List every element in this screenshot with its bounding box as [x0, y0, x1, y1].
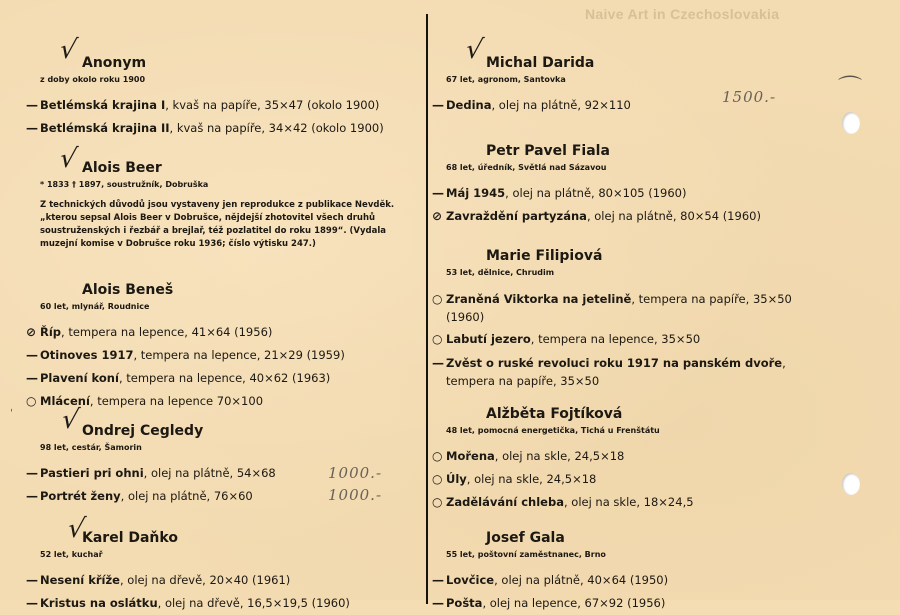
- checkmark-icon: √: [57, 35, 80, 65]
- works-list: [432, 569, 669, 615]
- punch-hole: [842, 473, 860, 495]
- work-details: , olej na skle, 24,5⨯18: [466, 472, 597, 486]
- work-item: [26, 569, 350, 592]
- work-item: [432, 94, 631, 117]
- work-title: Dedina: [446, 98, 492, 112]
- work-title: Mlácení: [40, 394, 90, 408]
- works-list: [26, 569, 350, 615]
- work-details: , olej na plátně, 80⨯105 (1960): [505, 186, 687, 200]
- work-item: [432, 468, 694, 491]
- annotation-mark: ○: [432, 472, 443, 486]
- checkmark-icon: √: [57, 144, 80, 174]
- annotation-mark: ○: [432, 449, 443, 463]
- handwritten-price: 1000.-: [328, 486, 383, 504]
- artist-meta: * 1833 † 1897, soustružník, Dobruška: [40, 180, 209, 189]
- artist-name: Karel Daňko: [82, 530, 178, 546]
- artist-name: Petr Pavel Fiala: [486, 143, 610, 159]
- artist-meta: 48 let, pomocná energetička, Tichá u Frenštátu: [446, 426, 660, 435]
- work-item: [432, 351, 826, 392]
- artist-entry-filipiova: [432, 248, 826, 392]
- work-details: , olej na plátně, 40⨯64 (1950): [494, 573, 669, 587]
- column-divider: [426, 14, 428, 604]
- works-list: [432, 182, 761, 228]
- annotation-mark: —: [26, 466, 38, 480]
- work-item: [432, 182, 761, 205]
- works-list: [432, 287, 826, 392]
- work-item: [432, 592, 668, 615]
- annotation-mark: —: [26, 489, 38, 503]
- checkmark-icon: √: [463, 35, 486, 65]
- work-details: , olej na skle, 24,5⨯18: [494, 449, 625, 463]
- work-title: Zavraždění partyzána: [446, 209, 587, 223]
- work-details: , tempera na lepence, 40⨯62 (1963): [118, 371, 331, 385]
- artist-entry-fiala: [432, 143, 761, 228]
- annotation-mark: —: [26, 348, 38, 362]
- annotation-mark: —: [26, 573, 38, 587]
- work-details: , olej na lepence, 67⨯92 (1956): [482, 596, 666, 610]
- work-item: [26, 117, 384, 140]
- work-details: , olej na dřevě, 20⨯40 (1961): [119, 573, 291, 587]
- checkmark-icon: √: [65, 514, 88, 544]
- work-title: Máj 1945: [446, 186, 506, 200]
- works-list: [26, 462, 383, 508]
- annotation-mark: —: [26, 121, 38, 135]
- annotation-mark: ⊘: [26, 325, 37, 339]
- works-list: [26, 94, 384, 140]
- artist-name: Josef Gala: [486, 530, 565, 546]
- work-item: [432, 445, 694, 468]
- work-details: , olej na plátně, 54⨯68: [143, 466, 276, 480]
- artist-entry-cegledy: [26, 405, 383, 508]
- pencil-stroke: ⌒: [838, 74, 862, 102]
- works-list: [432, 88, 777, 117]
- artist-entry-gala: [432, 530, 669, 615]
- work-details: , kvaš na papíře, 35⨯47 (okolo 1900): [165, 98, 380, 112]
- work-title: Lovčice: [446, 573, 495, 587]
- work-details: , olej na plátně, 92⨯110: [491, 98, 631, 112]
- handwritten-price: 1500.-: [722, 88, 777, 106]
- work-title: Mořena: [446, 449, 495, 463]
- artist-meta: 53 let, dělnice, Chrudim: [446, 268, 555, 277]
- artist-meta: 98 let, cestár, Šamorin: [40, 443, 142, 452]
- artist-name: Marie Filipiová: [486, 248, 603, 264]
- work-item: [26, 94, 384, 117]
- work-title: Plavení koní: [40, 371, 119, 385]
- artist-entry-anonym: [26, 35, 384, 140]
- annotation-mark: ⊘: [432, 209, 443, 223]
- work-item: [432, 287, 826, 328]
- artist-name: Ondrej Cegledy: [82, 423, 204, 439]
- annotation-mark: ○: [432, 292, 443, 306]
- work-details: , tempera na lepence, 35⨯50: [530, 332, 701, 346]
- annotation-mark: ○: [432, 495, 443, 509]
- artist-meta: z doby okolo roku 1900: [40, 75, 146, 84]
- artist-entry-fojtikova: [432, 406, 694, 514]
- annotation-mark: —: [432, 356, 444, 370]
- artist-entry-darida: [432, 35, 777, 117]
- work-details: , olej na plátně, 76⨯60: [120, 489, 253, 503]
- artist-meta: 68 let, úředník, Světlá nad Sázavou: [446, 163, 607, 172]
- bleed-through-header: Naive Art in Czechoslovakia: [585, 6, 780, 22]
- work-item: [432, 491, 694, 514]
- artist-entry-beer: [40, 144, 415, 251]
- work-item: [26, 462, 276, 485]
- work-title: Pošta: [446, 596, 483, 610]
- artist-entry-benes: [26, 282, 345, 413]
- artist-name: Alois Beer: [82, 160, 162, 176]
- work-title: Otinoves 1917: [40, 348, 134, 362]
- artist-meta: 67 let, agronom, Santovka: [446, 75, 566, 84]
- artist-name: Alžběta Fojtíková: [486, 406, 623, 422]
- work-details: , tempera na lepence, 41⨯64 (1956): [61, 325, 273, 339]
- annotation-mark: —: [432, 186, 444, 200]
- punch-hole: [842, 112, 860, 134]
- works-list: [432, 445, 694, 514]
- work-details: , tempera na lepence, 21⨯29 (1959): [133, 348, 345, 362]
- work-title: Portrét ženy: [40, 489, 121, 503]
- annotation-mark: —: [26, 596, 38, 610]
- artist-entry-danko: [26, 514, 350, 615]
- annotation-mark: —: [432, 573, 444, 587]
- work-item: [432, 328, 826, 351]
- work-details: , tempera na papíře, 35⨯50 (1960): [446, 292, 792, 324]
- artist-note: Z technických důvodů jsou vystaveny jen reprodukce z publikace Nevděk. „kterou sepsal Alois Beer v Dobrušce, nějdejší zhotovitel všech druhů soustruženských i řezbář a brejlař, též pozlatitel do roku 1899“. (Vydala muzejní komise v Dobrušce roku 1936; číslo výtisku 247.): [40, 200, 395, 249]
- artist-name: Michal Darida: [486, 55, 595, 71]
- work-item: [26, 367, 345, 390]
- work-details: , kvaš na papíře, 34⨯42 (okolo 1900): [169, 121, 384, 135]
- work-title: Betlémská krajina I: [40, 98, 166, 112]
- artist-meta: 55 let, poštovní zaměstnanec, Brno: [446, 550, 606, 559]
- annotation-mark: —: [432, 98, 444, 112]
- work-title: Říp: [40, 325, 62, 339]
- work-item: [26, 390, 345, 413]
- handwritten-price: 1000.-: [328, 464, 383, 482]
- margin-tick: ˌ: [10, 402, 13, 413]
- work-details: , olej na plátně, 80⨯54 (1960): [586, 209, 761, 223]
- work-item: [432, 569, 669, 592]
- work-details: , tempera na papíře, 35⨯50: [446, 356, 786, 388]
- work-title: Zadělávání chleba: [446, 495, 564, 509]
- work-details: , tempera na lepence 70⨯100: [89, 394, 264, 408]
- artist-meta: 60 let, mlynář, Roudnice: [40, 302, 150, 311]
- annotation-mark: —: [26, 98, 38, 112]
- artist-name: Alois Beneš: [82, 282, 174, 298]
- work-title: Zraněná Viktorka na jetelině: [446, 292, 632, 306]
- work-item: [26, 321, 345, 344]
- work-item: [432, 205, 761, 228]
- work-item: [26, 485, 276, 508]
- annotation-mark: ○: [432, 332, 443, 346]
- annotation-mark: ○: [26, 394, 37, 408]
- work-title: Nesení kříže: [40, 573, 120, 587]
- work-details: , olej na skle, 18⨯24,5: [563, 495, 694, 509]
- work-title: Kristus na oslátku: [40, 596, 158, 610]
- work-title: Betlémská krajina II: [40, 121, 170, 135]
- work-title: Zvěst o ruské revoluci roku 1917 na panském dvoře: [446, 356, 783, 370]
- artist-name: Anonym: [82, 55, 147, 71]
- work-details: , olej na dřevě, 16,5⨯19,5 (1960): [157, 596, 350, 610]
- checkmark-icon: √: [59, 405, 82, 435]
- work-title: Labutí jezero: [446, 332, 531, 346]
- work-item: [26, 344, 345, 367]
- works-list: [26, 321, 345, 413]
- work-title: Pastieri pri ohni: [40, 466, 144, 480]
- artist-meta: 52 let, kuchař: [40, 550, 103, 559]
- annotation-mark: —: [26, 371, 38, 385]
- work-item: [26, 592, 350, 615]
- work-title: Úly: [446, 472, 467, 486]
- annotation-mark: —: [432, 596, 444, 610]
